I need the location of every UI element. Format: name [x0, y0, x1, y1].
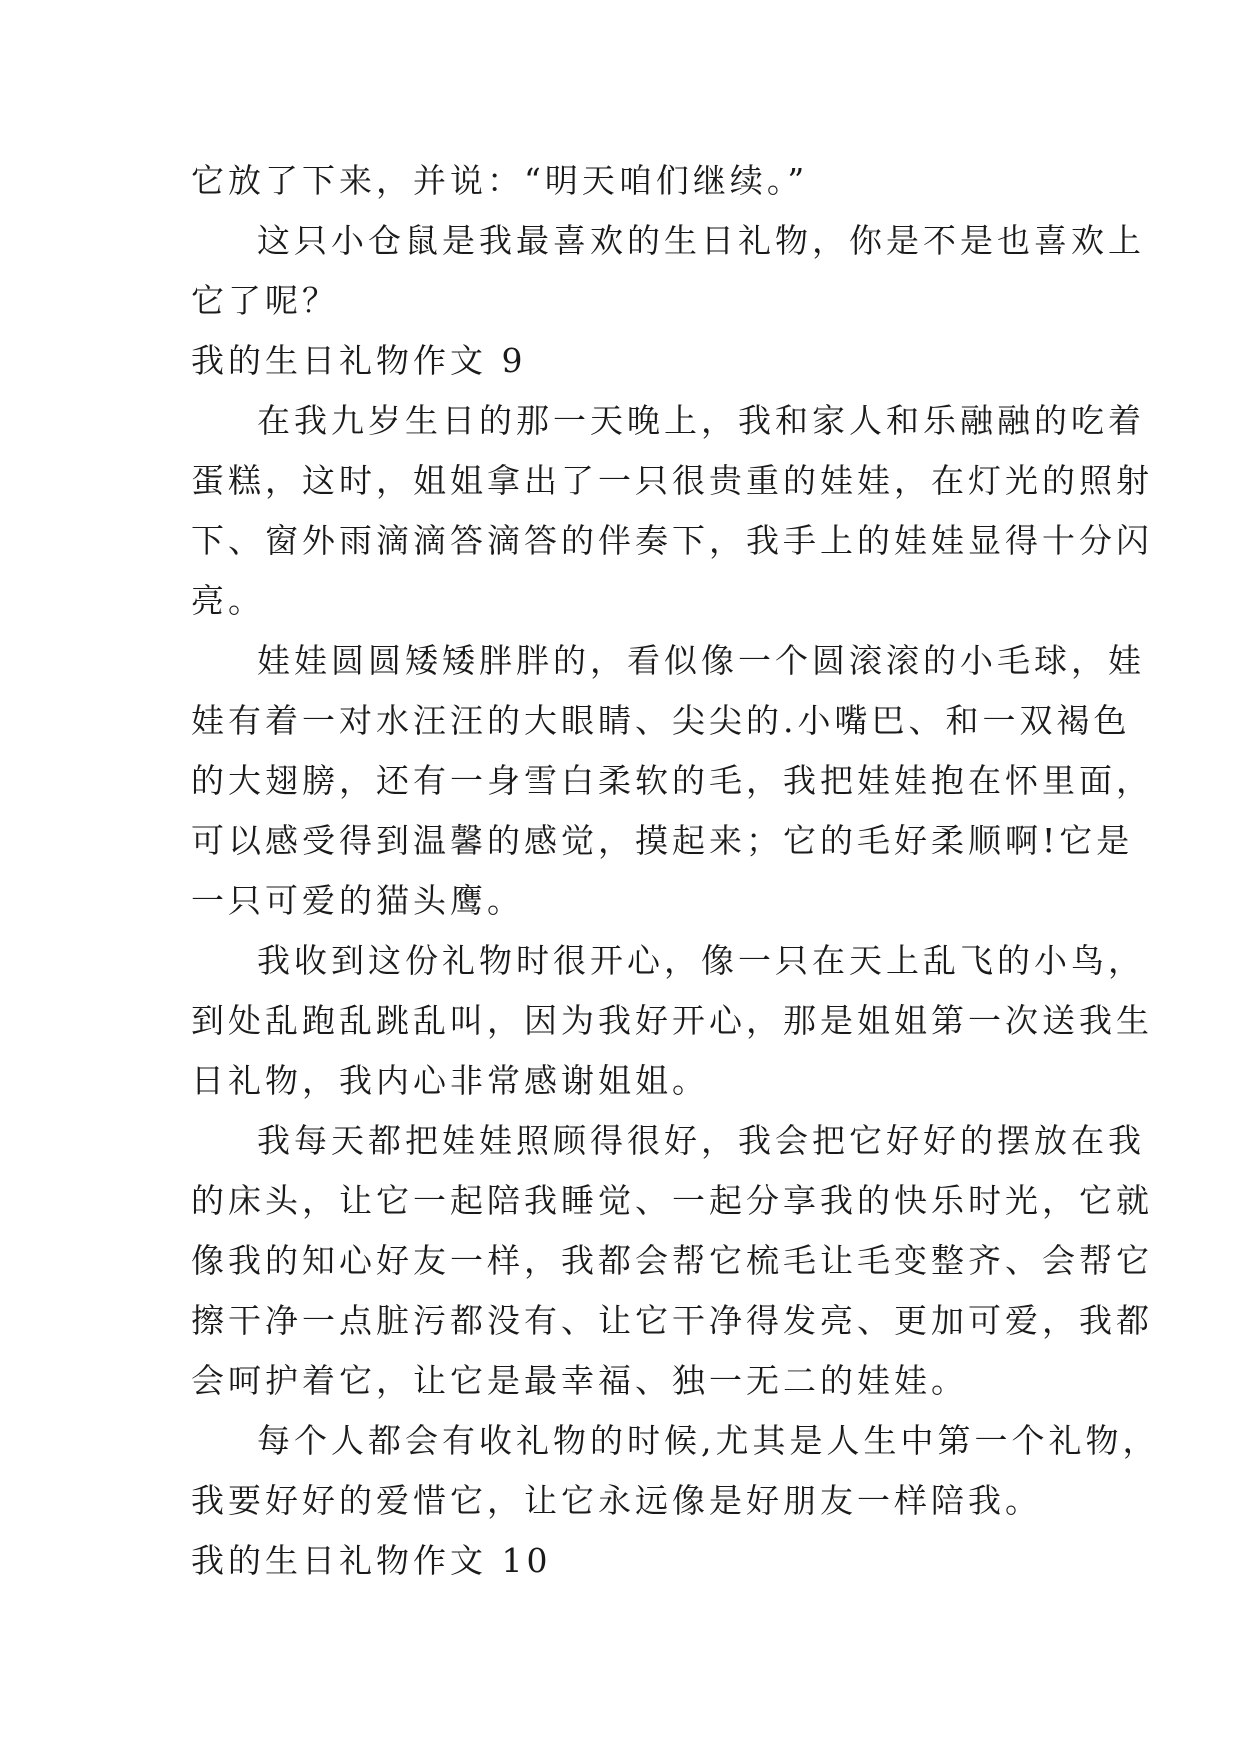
text-line: 的床头，让它一起陪我睡觉、一起分享我的快乐时光，它就	[191, 1181, 1153, 1220]
section-heading: 我的生日礼物作文 10	[191, 1541, 552, 1580]
document-body	[191, 151, 1160, 1591]
text-line: 亮。	[191, 581, 265, 620]
paragraph-first-line: 我每天都把娃娃照顾得很好，我会把它好好的摆放在我	[257, 1121, 1145, 1160]
text-line: 蛋糕，这时，姐姐拿出了一只很贵重的娃娃，在灯光的照射	[191, 461, 1153, 500]
text-line: 到处乱跑乱跳乱叫，因为我好开心，那是姐姐第一次送我生	[191, 1001, 1153, 1040]
paragraph-first-line: 娃娃圆圆矮矮胖胖的，看似像一个圆滚滚的小毛球，娃	[257, 641, 1145, 680]
text-line: 它了呢？	[191, 281, 339, 320]
paragraph-first-line: 我收到这份礼物时很开心，像一只在天上乱飞的小鸟，	[257, 941, 1145, 980]
text-line: 擦干净一点脏污都没有、让它干净得发亮、更加可爱，我都	[191, 1301, 1153, 1340]
section-heading: 我的生日礼物作文 9	[191, 341, 527, 380]
text-line: 可以感受得到温馨的感觉，摸起来；它的毛好柔顺啊!它是	[191, 821, 1134, 860]
paragraph-first-line: 每个人都会有收礼物的时候,尤其是人生中第一个礼物，	[257, 1421, 1160, 1460]
text-line: 日礼物，我内心非常感谢姐姐。	[191, 1061, 709, 1100]
text-line: 它放了下来，并说：“明天咱们继续。”	[191, 161, 809, 200]
text-line: 会呵护着它，让它是最幸福、独一无二的娃娃。	[191, 1361, 968, 1400]
paragraph-first-line: 这只小仓鼠是我最喜欢的生日礼物，你是不是也喜欢上	[257, 221, 1145, 260]
text-line: 的大翅膀，还有一身雪白柔软的毛，我把娃娃抱在怀里面，	[191, 761, 1153, 800]
text-line: 一只可爱的猫头鹰。	[191, 881, 524, 920]
paragraph-first-line: 在我九岁生日的那一天晚上，我和家人和乐融融的吃着	[257, 401, 1145, 440]
text-line: 下、窗外雨滴滴答滴答的伴奏下，我手上的娃娃显得十分闪	[191, 521, 1153, 560]
text-line: 娃有着一对水汪汪的大眼睛、尖尖的.小嘴巴、和一双褐色	[191, 701, 1131, 740]
text-line: 我要好好的爱惜它，让它永远像是好朋友一样陪我。	[191, 1481, 1042, 1520]
text-line: 像我的知心好友一样，我都会帮它梳毛让毛变整齐、会帮它	[191, 1241, 1153, 1280]
